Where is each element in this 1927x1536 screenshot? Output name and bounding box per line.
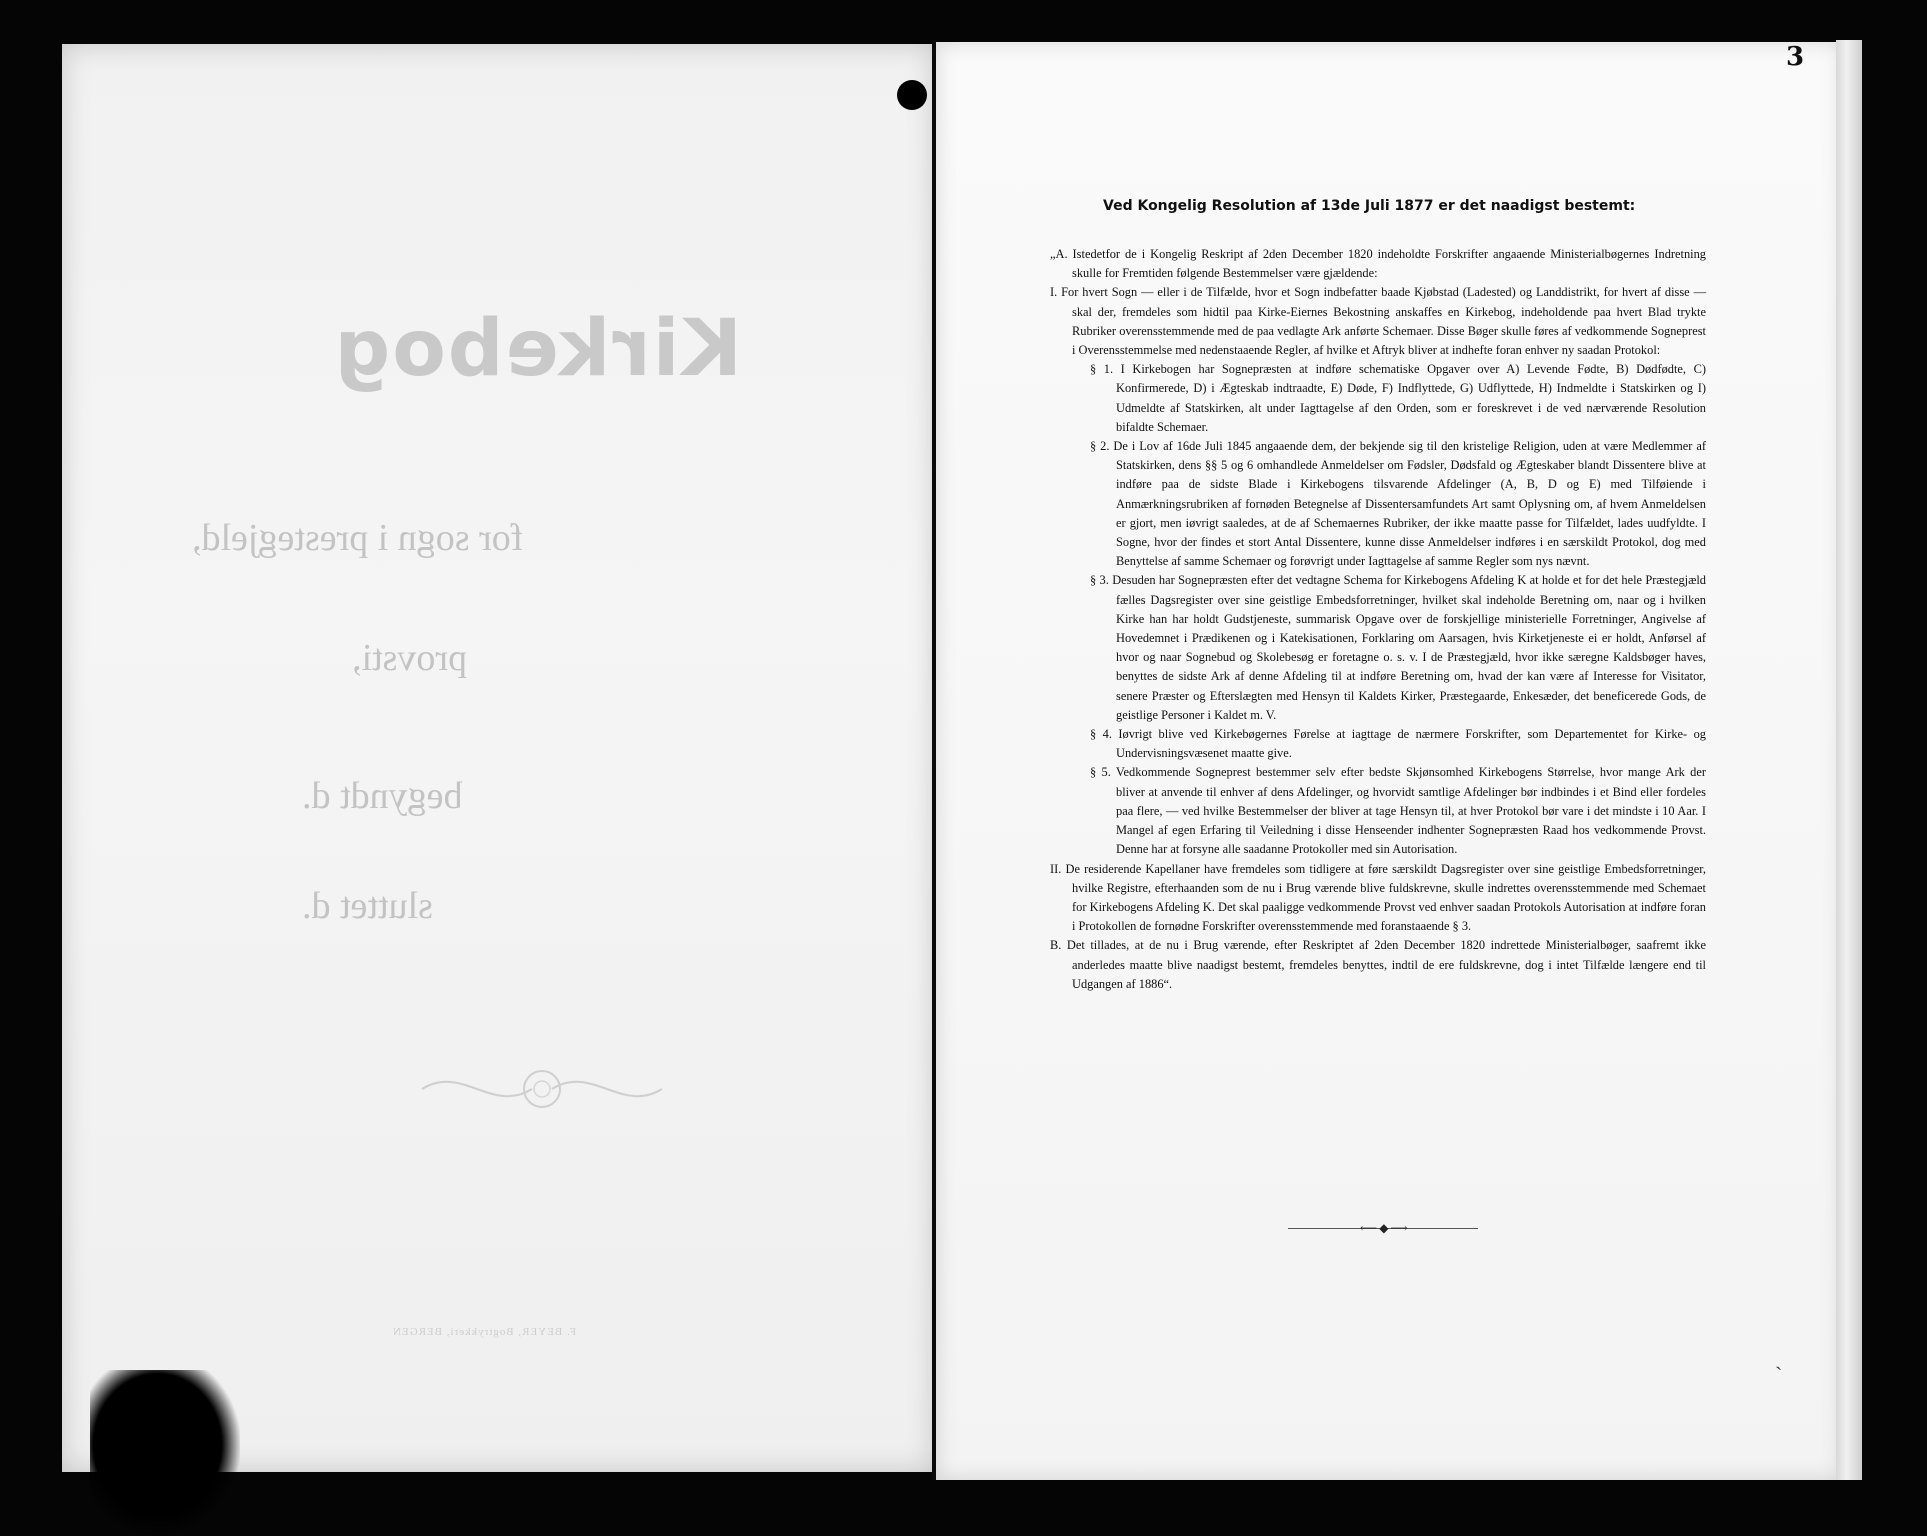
paragraph-a-intro: „A. Istedetfor de i Kongelig Reskript af 2den December 1820 indeholdte Forskrifter angaaende Ministerialbøgernes Indretning skulle for Fremtiden følgende Bestemmelser være gjældende: <box>1050 247 1706 281</box>
page-number: 3 <box>1786 42 1805 72</box>
ghost-imprint: F. BEYER, Bogtrykkeri, BERGEN <box>392 1326 576 1338</box>
paragraph-s4: § 4. Iøvrigt blive ved Kirkebøgernes Førelse at iagttage de nærmere Forskrifter, som Departementet for Kirke- og Undervisningsvæsenet maatte give. <box>1090 727 1706 761</box>
page-edge <box>1836 40 1862 1480</box>
regulation-heading: Ved Kongelig Resolution af 13de Juli 1877 er det naadigst bestemt: <box>1103 198 1636 214</box>
binding-hole-icon <box>897 80 927 110</box>
ghost-line-provsti: provsti, <box>352 637 468 679</box>
regulation-body <box>1026 245 1706 994</box>
paragraph-I: I. For hvert Sogn — eller i de Tilfælde, hvor et Sogn indbefatter baade Kjøbstad (Ladested) og Landdistrikt, for hvert af disse — skal der, fremdeles som hidtil paa Kirke-Eiernes Bekostning anskaffes en Kirkebog, indeholdende paa hvert Blad trykte Rubriker overensstemmende med de paa vedlagte Ark anførte Schemaer. Disse Bøger skulle føres af vedkommende Sogneprest i Overensstemmelse med nedenstaaende Regler, af hvilke et Aftryk bliver at indhefte foran enhver ny saadan Protokol: <box>1050 285 1706 358</box>
left-page <box>62 44 934 1472</box>
ornament-icon <box>412 1054 672 1124</box>
paragraph-B: B. Det tillades, at de nu i Brug værende, efter Reskriptet af 2den December 1820 indrettede Ministerialbøger, saafremt ikke anderledes maatte blive naadigst bestemt, fremdeles benyttes, indtil de ere fuldskrevne, dog i intet Tilfælde længere end til Udgangen af 1886“. <box>1050 938 1706 991</box>
ghost-line-begyndt: begyndt d. <box>302 775 463 817</box>
ghost-title: Kirkebog <box>332 304 742 394</box>
ghost-line-sogn: for sogn i prestegjeld, <box>192 517 524 559</box>
stray-ink-mark: ˏ <box>1775 1345 1783 1370</box>
paragraph-s2: § 2. De i Lov af 16de Juli 1845 angaaende dem, der bekjende sig til den kristelige Religion, uden at være Medlemmer af Statskirken, dens §§ 5 og 6 omhandlede Anmeldelser om Fødsler, Dødsfald og Ægteskaber blandt Dissentere blive at indføre paa de sidste Blade i Kirkebogens tilsvarende Afdelinger (A, B, D og E) med Tilføiende i Anmærkningsrubriken af fornøden Betegnelse af Dissentersamfundets Art samt Oplysning om, af hvem Anmeldelsen er gjort, men iøvrigt saaledes, at de af Schemaernes Rubriker, der ikke maatte passe for Tilfældet, lades uudfyldte. I Sogne, hvor der findes et stort Antal Dissentere, kunne disse Anmeldelser indføres i en særskildt Protokol, dog med Benyttelse af samme Schemaer og forøvrigt under Iagttagelse af samme Regler som nys nævnt. <box>1090 439 1706 569</box>
ghost-line-sluttet: sluttet d. <box>302 885 433 927</box>
corner-shadow <box>90 1370 240 1536</box>
paragraph-II: II. De residerende Kapellaner have fremdeles som tidligere at føre særskildt Dagsregister over sine geistlige Embedsforretninger, hvilke Registre, efterhaanden som de nu i Brug værende blive fuldskrevne, skulle indrettes overensstemmende med Schemaet for Kirkebogens Afdeling K. Det skal paaligge vedkommende Provst ved enhver saadan Protokols Autorisation at indføre foran i Protokollen de fornødne Forskrifter overensstemmende med foranstaaende § 3. <box>1050 861 1706 934</box>
paragraph-s1: § 1. I Kirkebogen har Sognepræsten at indføre schematiske Opgaver over A) Levende Fødte, B) Dødfødte, C) Konfirmerede, D) i Ægteskab indtraadte, E) Døde, F) Indflyttede, G) Udflyttede, H) Indmeldte i Statskirken og I) Udmeldte af Statskirken, alt under Iagttagelse af den Orden, som er foreskrevet i de ved nærværende Resolution bifaldte Schemaer. <box>1090 362 1706 434</box>
closing-ornament-icon: ⟵◆⟶ <box>1360 1221 1410 1235</box>
paragraph-s5: § 5. Vedkommende Sogneprest bestemmer selv efter bedste Skjønsomhed Kirkebogens Størrelse, hvor mange Ark der bliver at anvende til enhver af dens Afdelinger, og hvorvidt samtlige Afdelinger bør indbindes i et Bind eller fordeles paa flere, — ved hvilke Bestemmelser der bliver at tage Hensyn til, at hver Protokol bør vare i det mindste i 10 Aar. I Mangel af egen Erfaring til Veiledning i disse Henseender indhenter Sognepræsten Raad hos vedkommende Provst. Denne har at forsyne alle saadanne Protokoller med sin Autorisation. <box>1090 765 1706 857</box>
paragraph-s3: § 3. Desuden har Sognepræsten efter det vedtagne Schema for Kirkebogens Afdeling K at holde et for det hele Præstegjæld fælles Dagsregister over sine geistlige Embedsforretninger, hvilket skal indeholde Beretning om, naar og i hvilken Kirke han har holdt Gudstjeneste, summarisk Opgave over de forskjellige ministerielle Forretninger, Angivelse af Hovedemnet i Prædikenen og i Katekisationen, Forklaring om Aarsagen, hvis Kirketjeneste ei er holdt, Anførsel af hvor og naar Sognebud og Skolebesøg er foretagne o. s. v. I de Præstegjæld, hvor ikke særegne Kaldsbøger haves, benyttes de sidste Ark af denne Afdeling til at indføre Beretning om, hvad der kan være af Interesse for Visitator, senere Præster og Efterslægten med Hensyn til Kaldets Kirker, Præstegaarde, Enkesæder, det beneficerede Gods, de geistlige Personer i Kaldet m. V. <box>1090 573 1706 722</box>
